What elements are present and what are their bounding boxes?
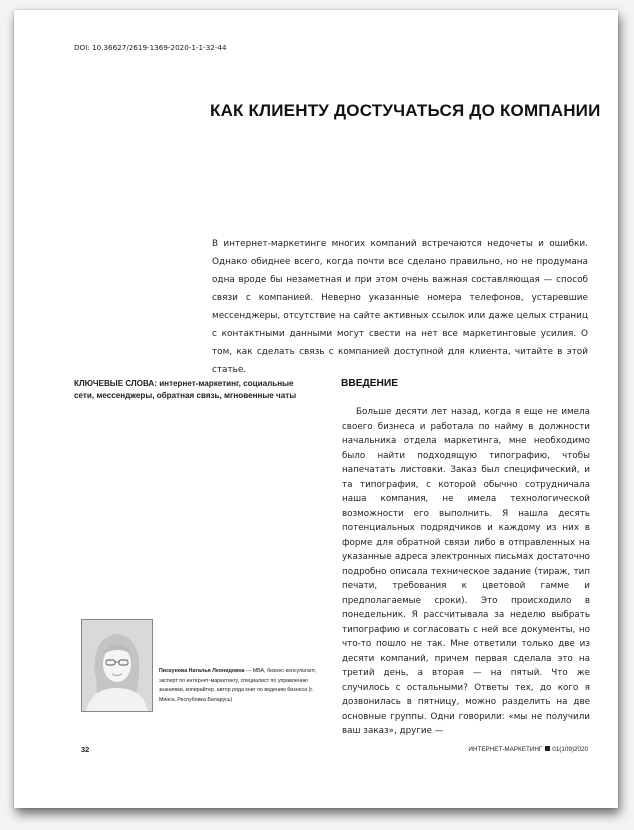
author-portrait-image [82,620,152,711]
body-paragraph: Больше десяти лет назад, когда я еще не имела своего бизнеса и работала по найму в должности начальника отдела маркетинга, мне необходимо было найти подходящую типографию, чтобы напечатать листовки. Заказ был специфический, и та типография, с которой обычно сотрудничала наша компания, не имела технологической возможности его выполнить. Я нашла десять потенциальных подрядчиков и каждому из них в форме для обратной связи либо в отправленных на указанные адреса электронных письмах достаточно подробно описала техническое задание (тираж, тип печати, требования к цветовой гамме и предполагаемые сроки). Это происходило в понедельник. Я рассчитывала за неделю выбрать типографию и согласовать с ней все документы, но что-то пошло не так. Мне ответили только две из десяти компаний, причем первая сделала это на третий день, а вторая — на пятый. Что же случилось с остальными? Ответы тех, до кого я дозвонилась в пятницу, можно разделить на две основные группы. Одни говорили: «мы не получили ваш заказ», другие — [342,407,590,736]
author-bio [159,667,327,705]
journal-page [14,10,618,808]
doi-line: DOI: 10.36627/2619-1369-2020-1-1-32-44 [74,43,227,52]
author-name: Пискунова Наталья Леонидовна [159,668,245,674]
author-description: — МВА, бизнес-консультант, эксперт по интернет-маркетингу, специалист по управлению знаниями, копирайтер, автор ряда книг по ведению бизнеса (г. Минск, Республика Беларусь) [159,668,317,703]
journal-footer [468,746,588,753]
square-bullet-icon [545,746,550,751]
author-photo [81,619,153,712]
page-number: 32 [81,745,90,754]
keywords: КЛЮЧЕВЫЕ СЛОВА: интернет-маркетинг, социальные сети, мессенджеры, обратная связь, мгновенные чаты [74,379,297,400]
journal-issue: 01(109)2020 [552,746,588,753]
article-title: КАК КЛИЕНТУ ДОСТУЧАТЬСЯ ДО КОМПАНИИ [210,101,601,120]
journal-name: ИНТЕРНЕТ-МАРКЕТИНГ [468,746,543,753]
article-abstract: В интернет-маркетинге многих компаний встречаются недочеты и ошибки. Однако обиднее всего, когда почти все сделано правильно, но не продумана одна вроде бы незаметная и при этом очень важная составляющая — способ связи с компанией. Неверно указанные номера телефонов, устаревшие мессенджеры, отсутствие на сайте активных ссылок или даже целых страниц с контактными данными могут свести на нет все маркетинговые усилия. О том, как сделать связь с компанией доступной для клиента, читайте в этой статье. [212,239,588,375]
section-title: ВВЕДЕНИЕ [341,378,399,389]
